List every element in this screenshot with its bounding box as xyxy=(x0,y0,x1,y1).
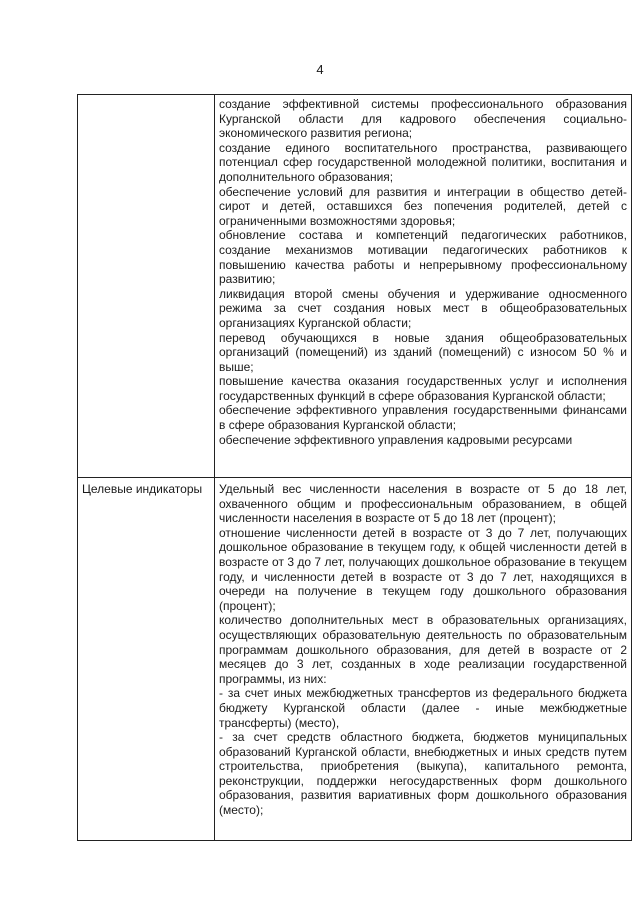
task-item: обновление состава и компетенций педагогических работников, создание механизмов мотивации педагогических работников к повышению качества работы и непрерывному профессиональному развитию; xyxy=(219,228,627,287)
indicators-text-cell xyxy=(215,478,632,841)
indicator-item: количество дополнительных мест в образовательных организациях, осуществляющих образовательную деятельность по образовательным программам дошкольного образования, для детей в возрасте от 2 месяцев до 3 лет, созданных в ходе реализации государственной программы, из них: xyxy=(219,613,627,686)
task-item: перевод обучающихся в новые здания общеобразовательных организаций (помещений) из зданий (помещений) с износом 50 % и выше; xyxy=(219,330,627,374)
table-row-indicators xyxy=(78,478,632,841)
indicator-item: - за счет средств областного бюджета, бюджетов муниципальных образований Курганской области, внебюджетных и иных средств путем строительства, приобретения (выкупа), капитального ремонта, реконструкции, поддержки негосударственных форм дошкольного образования, развития вариативных форм дошкольного образования (место); xyxy=(219,730,627,818)
task-item: обеспечение эффективного управления государственными финансами в сфере образования Курганской области; xyxy=(219,403,627,433)
task-item: обеспечение условий для развития и интеграции в общество детей-сирот и детей, оставшихся без попечения родителей, детей с ограниченными возможностями здоровья; xyxy=(219,184,627,228)
indicator-item: отношение численности детей в возрасте от 3 до 7 лет, получающих дошкольное образование в текущем году, к общей численности детей в возрасте от 3 до 7 лет, получающих дошкольное образование в текущем году, и численности детей в возрасте от 3 до 7 лет, находящихся в очереди на получение в текущем году дошкольного образования (процент); xyxy=(219,525,627,613)
page-number: 4 xyxy=(316,62,324,77)
task-item: создание единого воспитательного пространства, развивающего потенциал сфер государственной молодежной политики, воспитания и дополнительного образования; xyxy=(219,140,627,184)
task-item: обеспечение эффективного управления кадровыми ресурсами xyxy=(219,432,573,447)
table-row-tasks xyxy=(78,95,632,478)
task-item: ликвидация второй смены обучения и удерживание односменного режима за счет создания новых мест в общеобразовательных организациях Курганской области; xyxy=(219,286,627,330)
task-item: повышение качества оказания государственных услуг и исполнения государственных функций в сфере образования Курганской области; xyxy=(219,374,627,403)
indicators-label-cell: Целевые индикаторы xyxy=(78,478,215,841)
tasks-label-cell xyxy=(78,95,215,478)
program-passport-table xyxy=(77,94,632,841)
task-item: создание эффективной системы профессионального образования Курганской области для кадрового обеспечения социально-экономического развития региона; xyxy=(219,97,627,141)
tasks-text-cell xyxy=(215,95,632,478)
indicator-item: Удельный вес численности населения в возрасте от 5 до 18 лет, охваченного общим и профессиональным образованием, в общей численности населения в возрасте от 5 до 18 лет (процент); xyxy=(219,482,627,526)
indicator-item: - за счет иных межбюджетных трансфертов из федерального бюджета бюджету Курганской области (далее - иные межбюджетные трансферты) (место), xyxy=(219,686,627,730)
